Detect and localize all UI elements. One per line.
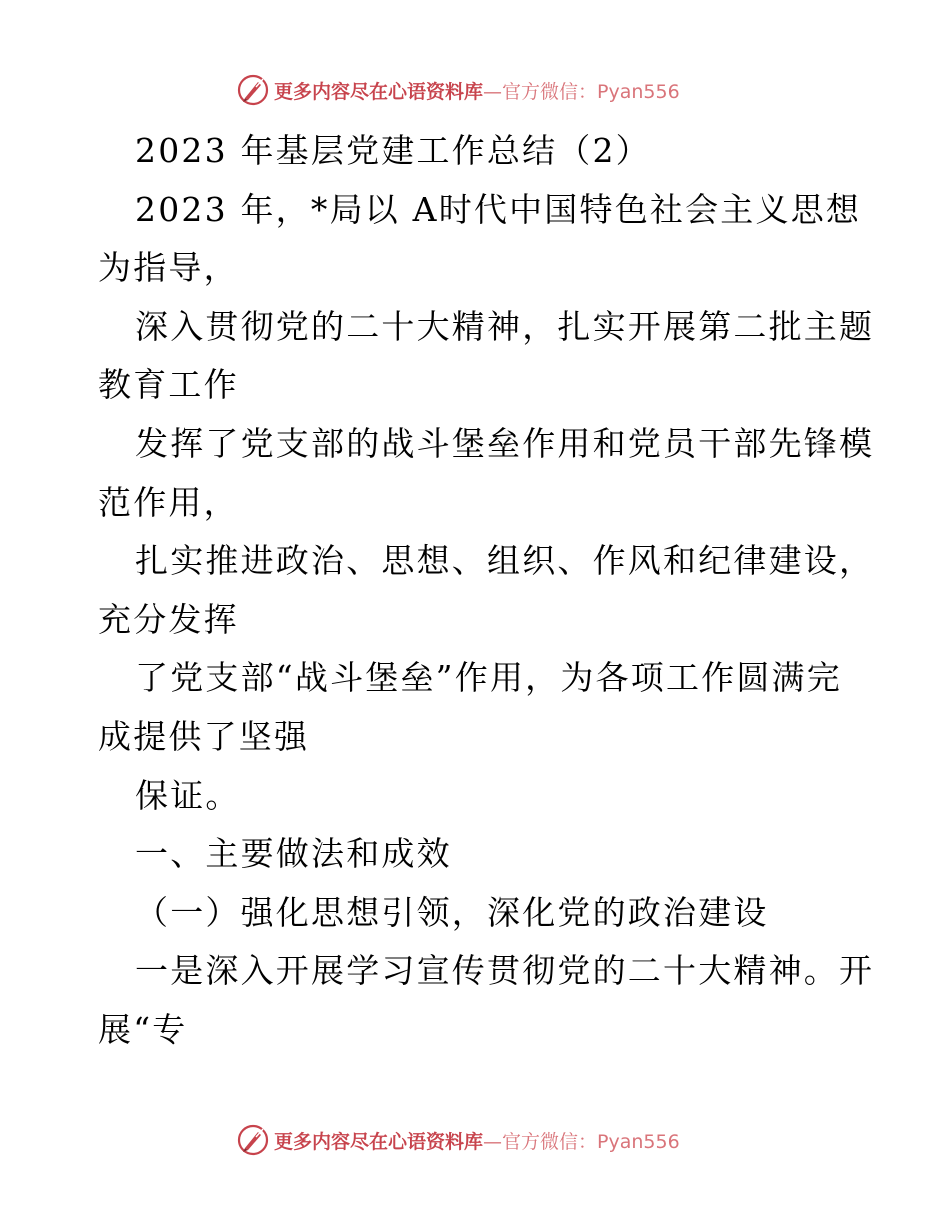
text-line: 了党支部“战斗堡垒”作用，为各项工作圆满完 [135,658,842,698]
text-line: 为指导， [98,248,239,288]
text-line: 一是深入开展学习宣传贯彻党的二十大精神。开 [135,951,875,991]
text-line: 充分发挥 [98,599,239,639]
watermark-wechat: —官方微信：Pyan556 [483,1130,680,1153]
watermark-text [274,1127,680,1154]
watermark-brand: 更多内容尽在心语资料库 [274,1130,484,1153]
text-line: （一）强化思想引领，深化党的政治建设 [135,892,769,932]
quill-pen-logo-icon [236,1123,270,1157]
watermark-text [274,77,680,104]
document-title: 2023 年基层党建工作总结（2） [135,131,651,170]
watermark-wechat: —官方微信：Pyan556 [483,80,680,103]
text-line: 一、主要做法和成效 [135,834,452,874]
text-line: 范作用， [98,482,239,522]
watermark-brand: 更多内容尽在心语资料库 [274,80,484,103]
watermark-header [236,72,680,108]
document-body [98,122,875,1060]
text-line: 成提供了坚强 [98,716,310,756]
watermark-footer [236,1122,680,1158]
text-line: 扎实推进政治、思想、组织、作风和纪律建设， [135,541,875,581]
text-line: 2023 年，*局以 A时代中国特色社会主义思想 [135,189,862,229]
text-line: 发挥了党支部的战斗堡垒作用和党员干部先锋模 [135,423,875,463]
text-line: 教育工作 [98,365,239,405]
text-line: 展“专 [98,1009,188,1049]
quill-pen-logo-icon [236,73,270,107]
text-line: 保证。 [135,775,241,815]
text-line: 深入贯彻党的二十大精神，扎实开展第二批主题 [135,306,875,346]
